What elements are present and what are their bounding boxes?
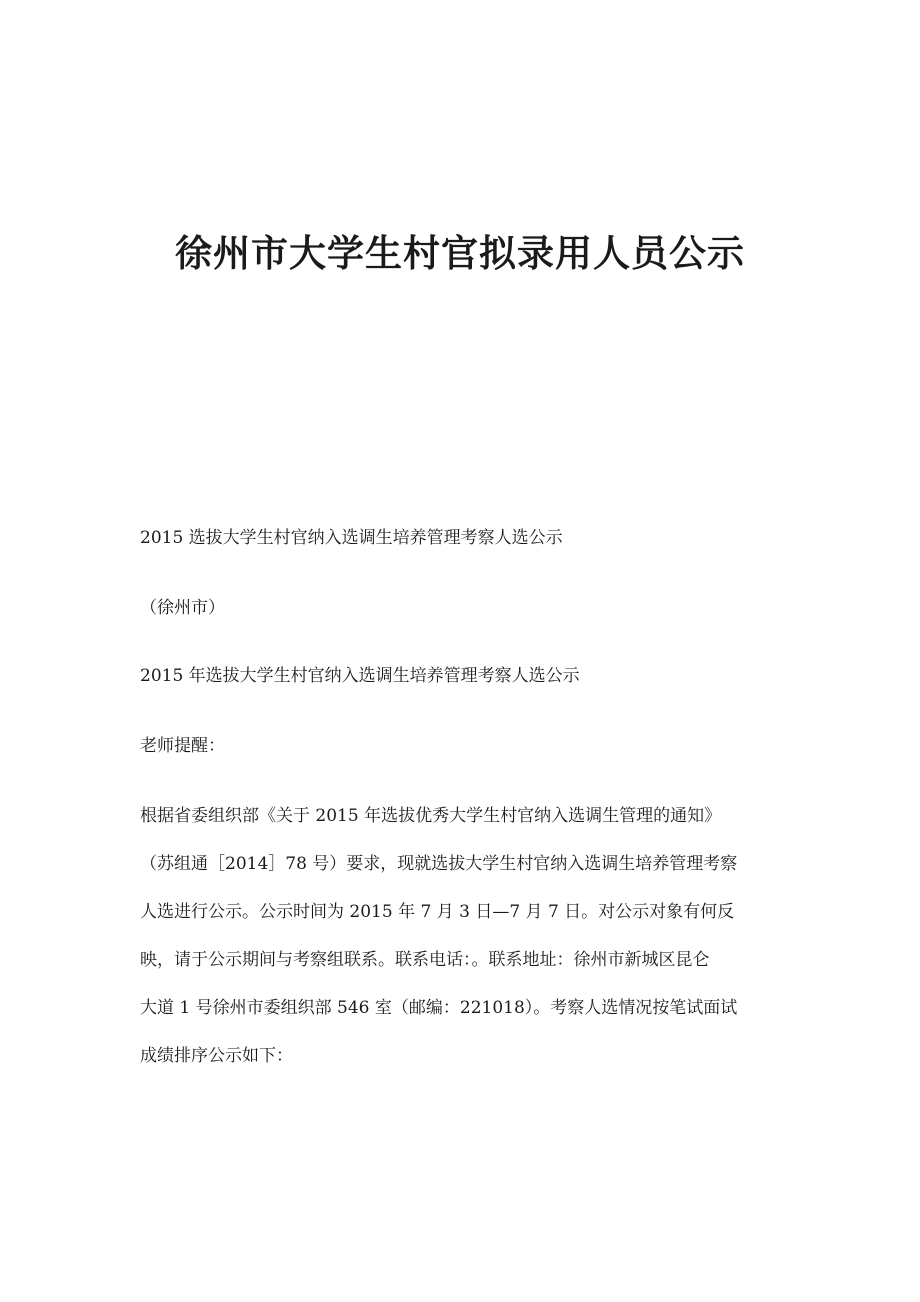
body-line: （苏组通［2014］78 号）要求，现就选拔大学生村官纳入选调生培养管理考察 [140, 854, 738, 874]
body-paragraph [140, 804, 780, 1092]
document-title: 徐州市大学生村官拟录用人员公示 [175, 231, 745, 275]
body-line: 人选进行公示。公示时间为 2015 年 7 月 3 日—7 月 7 日。对公示对象有何反 [140, 902, 735, 922]
announcement-heading: 2015 选拔大学生村官纳入选调生培养管理考察人选公示 [140, 528, 563, 548]
body-line: 成绩排序公示如下： [140, 1046, 293, 1066]
city-label: （徐州市） [140, 598, 225, 618]
body-line: 大道 1 号徐州市委组织部 546 室（邮编：221018）。考察人选情况按笔试面试 [140, 998, 738, 1018]
body-line: 映，请于公示期间与考察组联系。联系电话：。联系地址：徐州市新城区昆仑 [140, 950, 710, 970]
body-line: 根据省委组织部《关于 2015 年选拔优秀大学生村官纳入选调生管理的通知》 [140, 806, 722, 826]
announcement-subheading: 2015 年选拔大学生村官纳入选调生培养管理考察人选公示 [140, 666, 580, 686]
teacher-note-label: 老师提醒： [140, 736, 225, 756]
